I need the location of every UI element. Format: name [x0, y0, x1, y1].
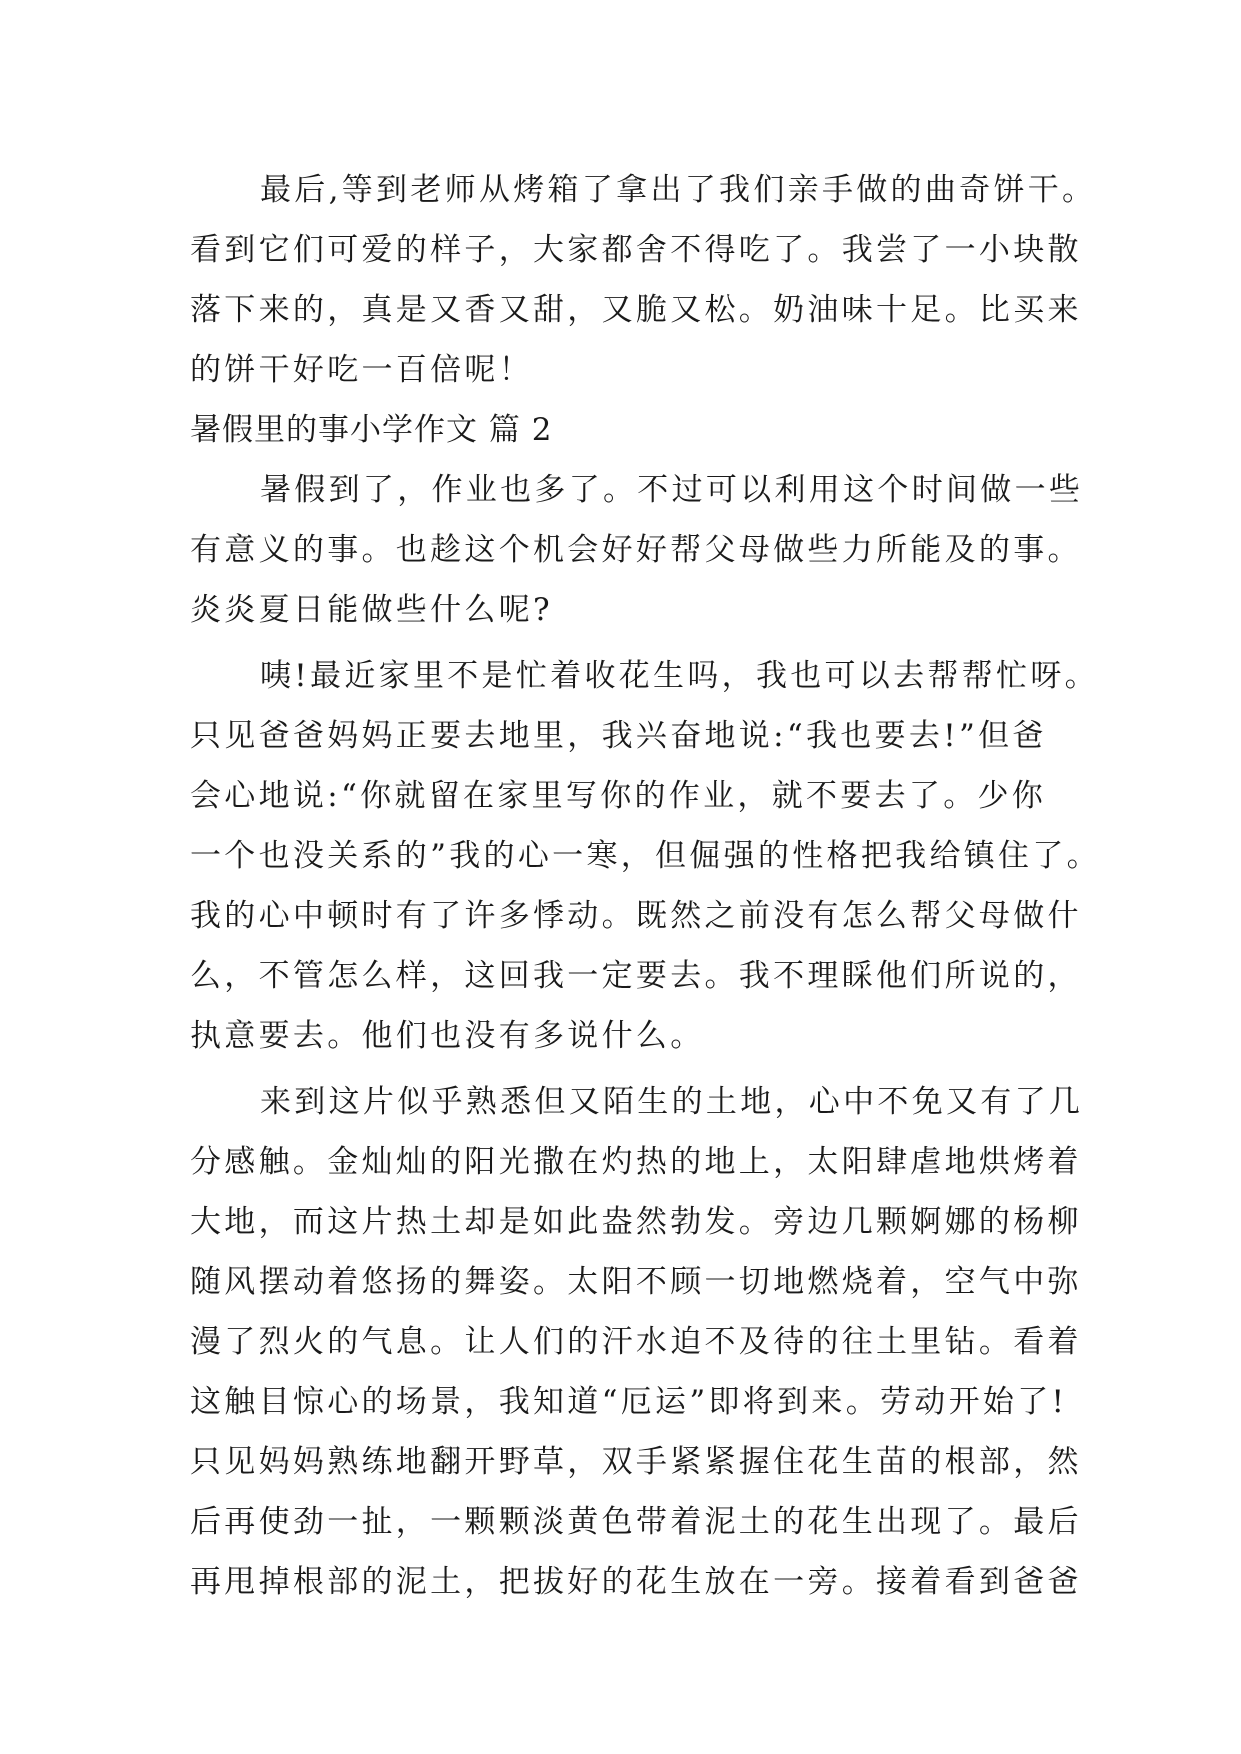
- text-line: 落下来的，真是又香又甜，又脆又松。奶油味十足。比买来: [190, 292, 1082, 328]
- text-line: 执意要去。他们也没有多说什么。: [190, 1018, 705, 1054]
- text-line: 随风摆动着悠扬的舞姿。太阳不顾一切地燃烧着，空气中弥: [190, 1264, 1082, 1300]
- text-line: 只见妈妈熟练地翻开野草，双手紧紧握住花生苗的根部，然: [190, 1444, 1082, 1480]
- text-line: 有意义的事。也趁这个机会好好帮父母做些力所能及的事。: [190, 532, 1082, 568]
- text-line: 暑假到了，作业也多了。不过可以利用这个时间做一些: [260, 472, 1084, 508]
- text-line: 的饼干好吃一百倍呢！: [190, 352, 533, 388]
- text-line: 只见爸爸妈妈正要去地里，我兴奋地说:“我也要去!”但爸: [190, 718, 1047, 754]
- text-line: 后再使劲一扯，一颗颗淡黄色带着泥土的花生出现了。最后: [190, 1504, 1082, 1540]
- text-line: 么，不管怎么样，这回我一定要去。我不理睬他们所说的，: [190, 958, 1082, 994]
- text-line: 这触目惊心的场景，我知道“厄运”即将到来。劳动开始了!: [190, 1384, 1068, 1420]
- text-line: 一个也没关系的”我的心一寒，但倔强的性格把我给镇住了。: [190, 838, 1101, 874]
- text-line: 来到这片似乎熟悉但又陌生的土地，心中不免又有了几: [260, 1084, 1084, 1120]
- text-line: 分感触。金灿灿的阳光撒在灼热的地上，太阳肆虐地烘烤着: [190, 1144, 1082, 1180]
- text-line: 看到它们可爱的样子，大家都舍不得吃了。我尝了一小块散: [190, 232, 1082, 268]
- document-body: [190, 160, 1101, 1612]
- text-line: 漫了烈火的气息。让人们的汗水迫不及待的往土里钻。看着: [190, 1324, 1082, 1360]
- section-heading: 暑假里的事小学作文 篇 2: [190, 412, 553, 448]
- text-line: 咦!最近家里不是忙着收花生吗，我也可以去帮帮忙呀。: [260, 658, 1099, 694]
- text-line: 炎炎夏日能做些什么呢?: [190, 592, 553, 628]
- text-line: 再甩掉根部的泥土，把拔好的花生放在一旁。接着看到爸爸: [190, 1564, 1082, 1600]
- text-line: 最后,等到老师从烤箱了拿出了我们亲手做的曲奇饼干。: [260, 172, 1097, 208]
- text-line: 大地，而这片热土却是如此盎然勃发。旁边几颗婀娜的杨柳: [190, 1204, 1082, 1240]
- text-line: 我的心中顿时有了许多悸动。既然之前没有怎么帮父母做什: [190, 898, 1082, 934]
- text-line: 会心地说:“你就留在家里写你的作业，就不要去了。少你: [190, 778, 1047, 814]
